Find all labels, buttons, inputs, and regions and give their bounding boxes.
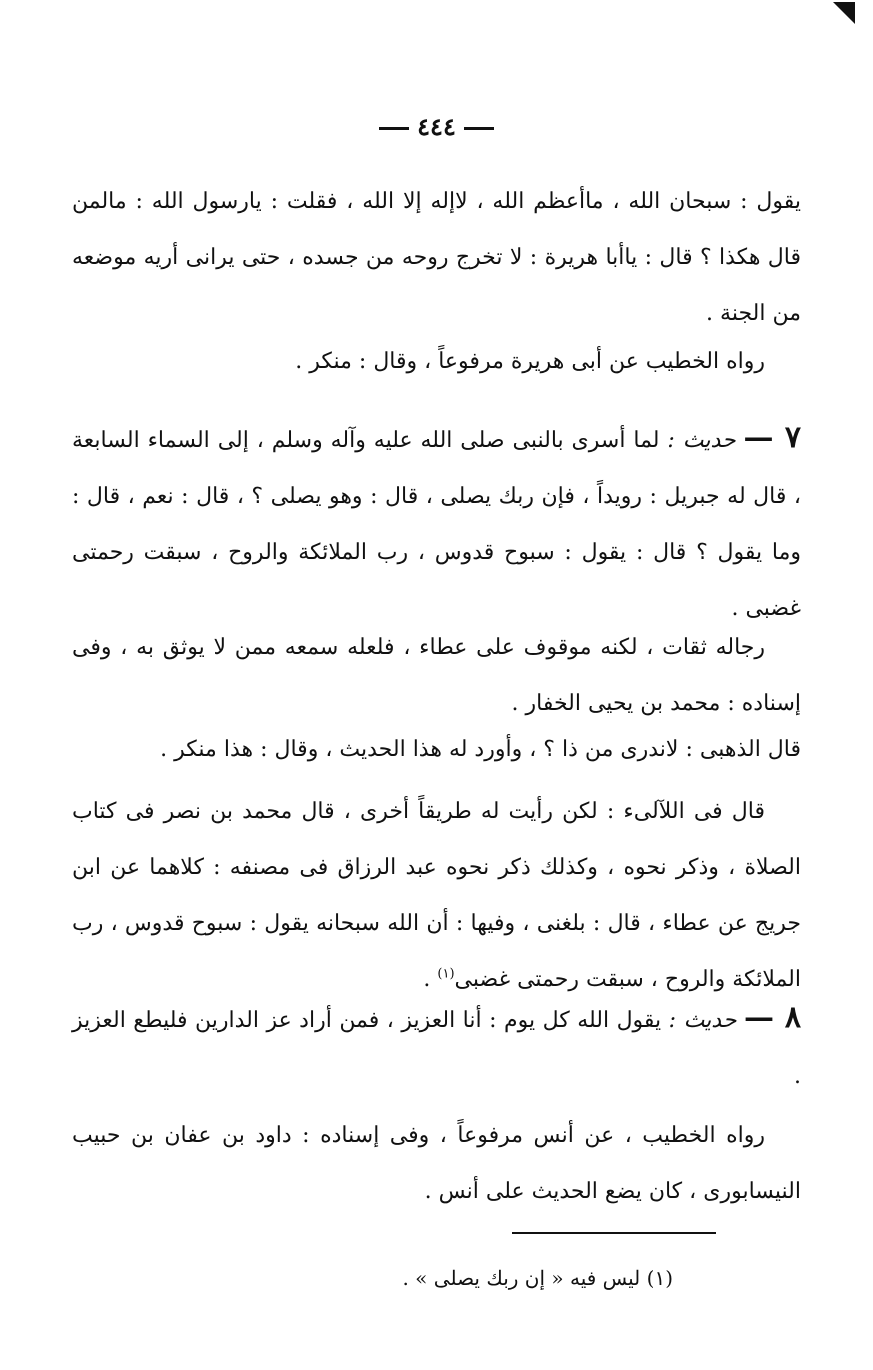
paragraph-1-text: يقول : سبحان الله ، ماأعظم الله ، لاإله إلا الله ، فقلت : يارسول الله : مالمن قال هكذا ؟ قال : ياأبا هريرة : لا تخرج روحه من جسده ، حتى يرانى أريه موضعه من الجنة . <box>72 189 801 326</box>
paragraph-4-text: رجاله ثقات ، لكنه موقوف على عطاء ، فلعله سمعه ممن لا يوثق به ، وفى إسناده : محمد بن يحيى الخفار . <box>72 635 801 716</box>
paragraph-6-text: قال فى اللآلىء : لكن رأيت له طريقاً أخرى ، قال محمد بن نصر فى كتاب الصلاة ، وذكر نحوه ، وكذلك ذكر نحوه عبد الرزاق فى مصنفه : كلاهما عن ابن جريج عن عطاء ، قال : بلغنى ، وفيها : أن الله سبحانه يقول : سبوح قدوس ، رب الملائكة والروح ، سبقت رحمتى غضبى <box>72 799 801 992</box>
paragraph-2 <box>72 334 801 390</box>
page-number-dash-right <box>464 127 494 130</box>
paragraph-5-text: قال الذهبى : لاندرى من ذا ؟ ، وأورد له هذا الحديث ، وقال : هذا منكر . <box>160 737 801 762</box>
footnote <box>402 1262 673 1294</box>
paragraph-6-end: . <box>423 967 438 992</box>
footnote-text: (١) ليس فيه « إن ربك يصلى » . <box>402 1266 673 1290</box>
hadith-8-text: يقول الله كل يوم : أنا العزيز ، فمن أراد عز الدارين فليطع العزيز . <box>72 1008 801 1089</box>
hadith-8 <box>72 990 801 1105</box>
page-number-dash-left <box>379 127 409 130</box>
paragraph-8-text: رواه الخطيب ، عن أنس مرفوعاً ، وفى إسناده : داود بن عفان بن حبيب النيسابورى ، كان يضع الحديث على أنس . <box>72 1123 801 1204</box>
page-corner-mark <box>833 2 855 24</box>
hadith-7 <box>72 410 801 637</box>
hadith-7-text: لما أسرى بالنبى صلى الله عليه وآله وسلم ، إلى السماء السابعة ، قال له جبريل : رويداً ، فإن ربك يصلى ، قال : وهو يصلى ؟ ، قال : نعم ، قال : وما يقول ؟ قال : يقول : سبوح قدوس ، رب الملائكة والروح ، سبقت رحمتى غضبى . <box>72 428 801 621</box>
paragraph-6 <box>72 784 801 1008</box>
paragraph-8 <box>72 1108 801 1220</box>
hadith-7-number: ٧ — <box>743 420 801 455</box>
paragraph-2-text: رواه الخطيب عن أبى هريرة مرفوعاً ، وقال : منكر . <box>295 349 765 374</box>
footnote-ref[interactable]: (١) <box>437 966 455 982</box>
paragraph-4 <box>72 620 801 732</box>
paragraph-5 <box>72 722 801 778</box>
hadith-8-number: ٨ — <box>743 1000 801 1035</box>
page-number-text: ٤٤٤ <box>417 112 456 141</box>
hadith-8-label: حديث : <box>668 1008 737 1033</box>
paragraph-1 <box>72 174 801 342</box>
footnote-rule <box>512 1232 716 1234</box>
hadith-7-label: حديث : <box>667 428 736 453</box>
page-number <box>0 112 873 141</box>
